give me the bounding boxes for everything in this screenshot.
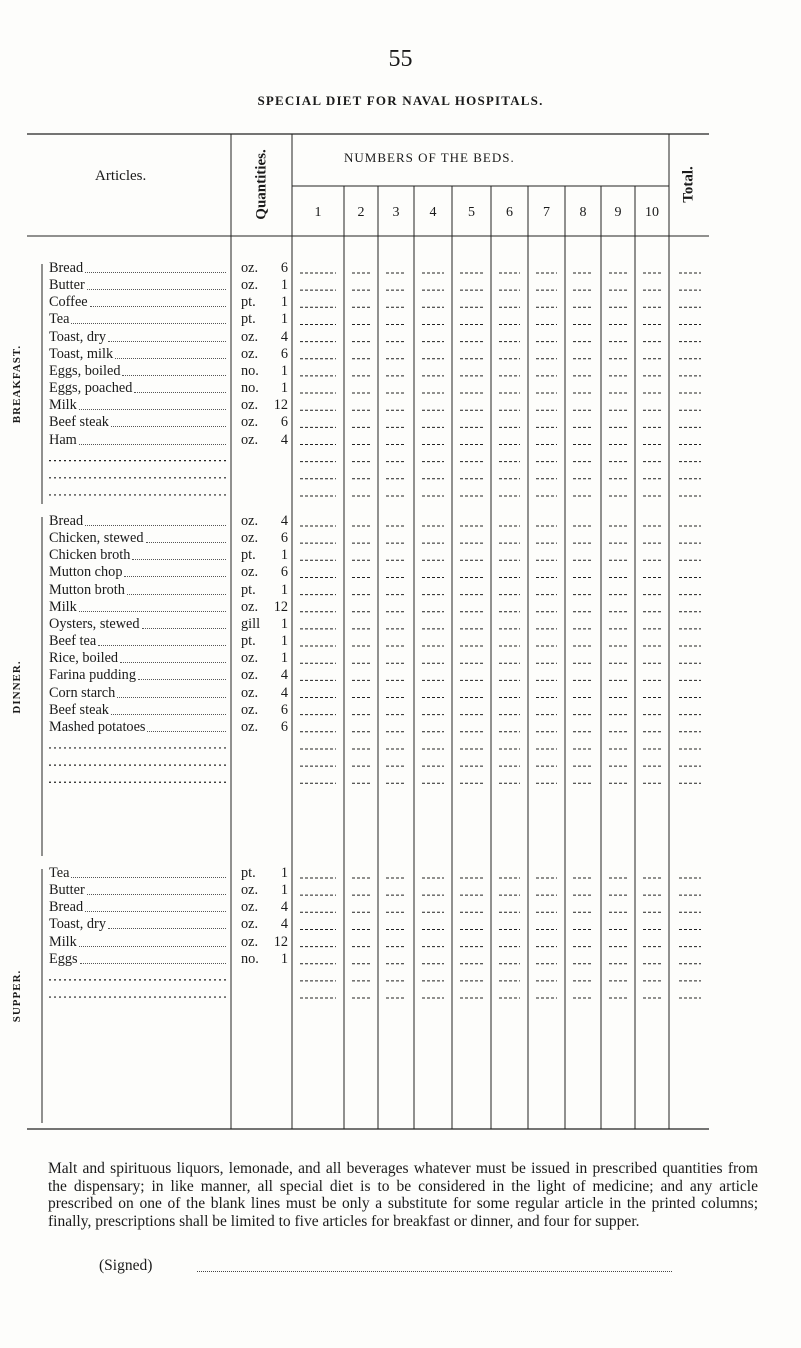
- quantity-amount: 1: [280, 311, 288, 328]
- article-name: Butter: [49, 277, 85, 294]
- quantity-amount: 4: [280, 916, 288, 933]
- article-name: Coffee: [49, 294, 88, 311]
- quantity-unit: oz.: [241, 718, 259, 735]
- bed-number-header: 8: [579, 205, 587, 220]
- dot-leader: [138, 679, 226, 680]
- quantity-unit: pt.: [241, 311, 256, 328]
- dot-leader: [120, 662, 226, 663]
- dot-leader: [146, 542, 226, 543]
- quantity-amount: 6: [280, 345, 288, 362]
- article-name: Beef tea: [49, 633, 97, 650]
- quantity-amount: 4: [280, 899, 288, 916]
- article-name: Bread: [49, 260, 84, 276]
- article-name: Chicken, stewed: [49, 530, 144, 547]
- article-name: Tea: [49, 311, 70, 328]
- quantity-unit: oz.: [241, 701, 259, 718]
- dot-leader: [85, 272, 226, 273]
- quantity-unit: oz.: [241, 513, 259, 529]
- dot-leader: [111, 714, 226, 715]
- dot-leader: [79, 611, 226, 612]
- article-name: Milk: [49, 933, 77, 950]
- dot-leader: [142, 628, 226, 629]
- footnote-paragraph: Malt and spirituous liquors, lemonade, and all beverages whatever must be issued in prescribed quantities from the dispensary; in like manner, all special diet is to be considered in the light of medicine; and any article prescribed on one of the blank lines must be only a substitute for some regular article in the printed columns; finally, prescriptions shall be limited to five articles for breakfast or dinner, and four for supper.: [48, 1160, 758, 1230]
- article-name: Rice, boiled: [49, 650, 119, 667]
- bed-number-header: 1: [314, 205, 322, 220]
- quantity-amount: 6: [280, 718, 288, 735]
- quantity-unit: pt.: [241, 547, 256, 564]
- dot-leader: [132, 559, 226, 560]
- quantity-unit: oz.: [241, 650, 259, 667]
- bed-number-header: 6: [506, 205, 513, 220]
- article-name: Toast, milk: [49, 345, 114, 362]
- quantity-unit: no.: [241, 380, 259, 397]
- quantity-amount: 1: [280, 362, 288, 379]
- bed-number-header: 2: [357, 205, 365, 220]
- dot-leader: [85, 911, 226, 912]
- meal-label-dinner: DINNER.: [11, 659, 23, 714]
- bed-number-header: 5: [468, 205, 475, 220]
- dot-leader: [127, 594, 226, 595]
- quantity-unit: no.: [241, 950, 259, 967]
- article-name: Milk: [49, 397, 77, 414]
- bed-number-header: 10: [645, 205, 659, 220]
- quantity-amount: 4: [280, 667, 288, 684]
- article-name: Toast, dry: [49, 916, 106, 933]
- meal-label-supper: SUPPER.: [11, 969, 23, 1023]
- dot-leader: [71, 877, 226, 878]
- article-name: Corn starch: [49, 684, 116, 701]
- dot-leader: [147, 731, 226, 732]
- total-header: Total.: [680, 166, 697, 203]
- quantity-amount: 1: [280, 865, 288, 881]
- dot-leader: [71, 323, 226, 324]
- article-name: Mashed potatoes: [49, 718, 146, 735]
- dot-leader: [117, 697, 226, 698]
- article-name: Mutton chop: [49, 564, 123, 581]
- quantity-unit: oz.: [241, 899, 259, 916]
- quantity-amount: 1: [280, 547, 288, 564]
- quantity-amount: 1: [280, 581, 288, 598]
- quantity-amount: 1: [280, 882, 288, 899]
- quantity-unit: pt.: [241, 581, 256, 598]
- bed-number-header: 4: [429, 205, 437, 220]
- quantity-unit: pt.: [241, 633, 256, 650]
- quantity-amount: 1: [280, 950, 288, 967]
- quantity-unit: oz.: [241, 277, 259, 294]
- quantity-unit: oz.: [241, 328, 259, 345]
- dot-leader: [90, 306, 226, 307]
- dot-leader: [79, 444, 226, 445]
- quantity-unit: oz.: [241, 933, 259, 950]
- article-name: Butter: [49, 882, 85, 899]
- quantity-unit: oz.: [241, 397, 259, 414]
- quantity-unit: oz.: [241, 431, 259, 448]
- dot-leader: [108, 341, 226, 342]
- article-name: Toast, dry: [49, 328, 106, 345]
- dot-leader: [98, 645, 226, 646]
- article-name: Bread: [49, 513, 84, 529]
- quantity-amount: 12: [273, 397, 288, 414]
- article-name: Farina pudding: [49, 667, 136, 684]
- article-name: Tea: [49, 865, 70, 881]
- quantity-amount: 1: [280, 650, 288, 667]
- beds-header: NUMBERS OF THE BEDS.: [344, 150, 515, 165]
- quantity-unit: pt.: [241, 865, 256, 881]
- quantity-amount: 4: [280, 513, 288, 529]
- dot-leader: [108, 928, 226, 929]
- article-name: Bread: [49, 899, 84, 916]
- quantity-unit: oz.: [241, 684, 259, 701]
- quantity-unit: oz.: [241, 260, 259, 276]
- quantity-amount: 1: [280, 380, 288, 397]
- dot-leader: [134, 392, 226, 393]
- quantity-amount: 1: [280, 277, 288, 294]
- dot-leader: [122, 375, 226, 376]
- quantity-unit: oz.: [241, 564, 259, 581]
- dot-leader: [85, 525, 226, 526]
- quantities-header: Quantities.: [253, 149, 270, 220]
- quantity-unit: oz.: [241, 882, 259, 899]
- dot-leader: [87, 289, 226, 290]
- quantity-unit: oz.: [241, 345, 259, 362]
- quantity-amount: 1: [280, 633, 288, 650]
- article-name: Eggs, poached: [49, 380, 133, 397]
- article-name: Oysters, stewed: [49, 615, 140, 632]
- page-number: 55: [388, 46, 413, 72]
- quantity-amount: 6: [280, 564, 288, 581]
- quantity-unit: no.: [241, 362, 259, 379]
- dot-leader: [80, 963, 226, 964]
- meal-label-breakfast: BREAKFAST.: [11, 344, 23, 424]
- article-name: Beef steak: [49, 414, 109, 431]
- quantity-unit: oz.: [241, 916, 259, 933]
- article-name: Eggs, boiled: [49, 362, 121, 379]
- dot-leader: [124, 576, 226, 577]
- quantity-unit: oz.: [241, 414, 259, 431]
- quantity-amount: 6: [280, 701, 288, 718]
- quantity-unit: oz.: [241, 598, 259, 615]
- quantity-amount: 6: [280, 414, 288, 431]
- signature-line: [197, 1271, 672, 1272]
- quantity-unit: gill: [241, 615, 261, 632]
- article-name: Mutton broth: [49, 581, 125, 598]
- article-name: Ham: [49, 431, 77, 448]
- quantity-unit: oz.: [241, 667, 259, 684]
- article-name: Milk: [49, 598, 77, 615]
- bed-number-header: 3: [392, 205, 400, 220]
- quantity-amount: 4: [280, 328, 288, 345]
- quantity-unit: oz.: [241, 530, 259, 547]
- dot-leader: [115, 358, 226, 359]
- dot-leader: [79, 409, 226, 410]
- quantity-amount: 1: [280, 615, 288, 632]
- bed-number-header: 9: [614, 205, 622, 220]
- quantity-unit: pt.: [241, 294, 256, 311]
- signed-label: (Signed): [99, 1257, 153, 1274]
- dot-leader: [111, 426, 226, 427]
- quantity-amount: 1: [280, 294, 288, 311]
- dot-leader: [87, 894, 226, 895]
- article-name: Beef steak: [49, 701, 109, 718]
- quantity-amount: 6: [280, 260, 288, 276]
- article-name: Chicken broth: [49, 547, 131, 564]
- page-title: SPECIAL DIET FOR NAVAL HOSPITALS.: [257, 93, 544, 108]
- quantity-amount: 12: [273, 598, 288, 615]
- articles-header: Articles.: [95, 168, 147, 184]
- dot-leader: [79, 946, 226, 947]
- article-name: Eggs: [49, 950, 78, 967]
- quantity-amount: 12: [273, 933, 288, 950]
- quantity-amount: 4: [280, 431, 288, 448]
- bed-number-header: 7: [543, 205, 550, 220]
- quantity-amount: 6: [280, 530, 288, 547]
- quantity-amount: 4: [280, 684, 288, 701]
